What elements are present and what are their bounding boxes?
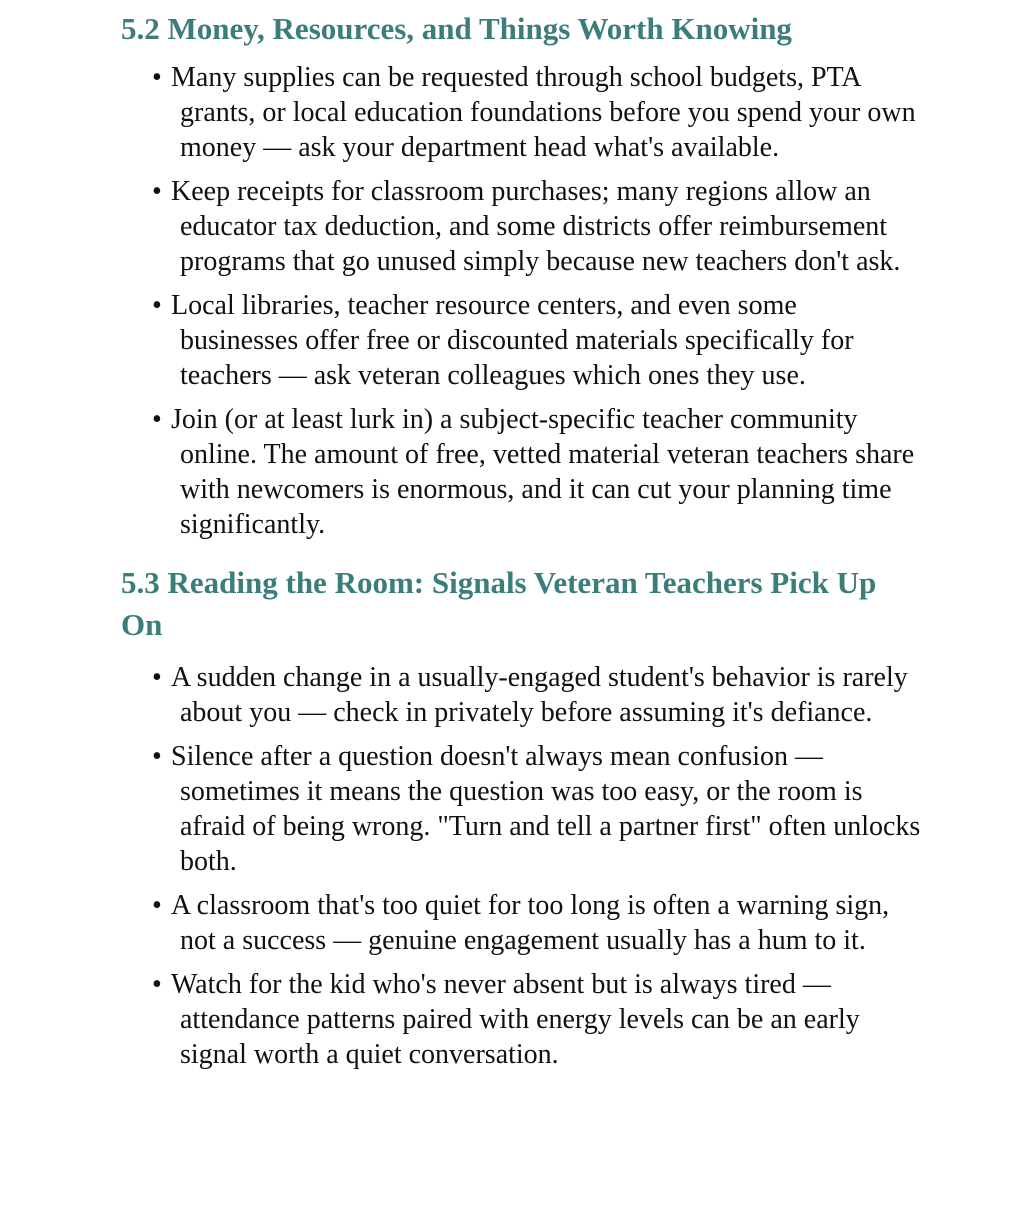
bullet-icon: • <box>152 969 162 1000</box>
list-item <box>121 60 921 165</box>
section-heading-5-2: 5.2 Money, Resources, and Things Worth Knowing <box>121 11 792 46</box>
bullet-icon: • <box>152 741 162 772</box>
list-item <box>121 174 921 279</box>
document-page <box>121 0 921 1081</box>
list-item <box>121 888 921 958</box>
bullet-text: Local libraries, teacher resource centers, and even some businesses offer free or discounted materials specifically for teachers — ask veteran colleagues which ones they use. <box>171 290 854 391</box>
bullet-icon: • <box>152 890 162 921</box>
bullet-icon: • <box>152 404 162 435</box>
list-item <box>121 967 921 1072</box>
list-item <box>121 739 921 879</box>
list-item <box>121 402 921 542</box>
bullet-icon: • <box>152 662 162 693</box>
bullet-text: A classroom that's too quiet for too long is often a warning sign, not a success — genuine engagement usually has a hum to it. <box>171 890 890 956</box>
list-item <box>121 660 921 730</box>
list-item <box>121 288 921 393</box>
bullet-icon: • <box>152 290 162 321</box>
bullet-text: Keep receipts for classroom purchases; many regions allow an educator tax deduction, and some districts offer reimbursement programs that go unused simply because new teachers don't ask. <box>171 176 901 277</box>
section-heading-5-3: 5.3 Reading the Room: Signals Veteran Teachers Pick Up On <box>121 565 877 642</box>
bullet-text: Join (or at least lurk in) a subject-specific teacher community online. The amount of free, vetted material veteran teachers share with newcomers is enormous, and it can cut your planning time significantly. <box>171 404 915 540</box>
bullet-list-5-2 <box>121 60 921 542</box>
bullet-list-5-3 <box>121 660 921 1072</box>
bullet-text: Watch for the kid who's never absent but is always tired — attendance patterns paired with energy levels can be an early signal worth a quiet conversation. <box>171 969 860 1070</box>
bullet-icon: • <box>152 62 162 93</box>
bullet-text: A sudden change in a usually-engaged student's behavior is rarely about you — check in privately before assuming it's defiance. <box>171 662 908 728</box>
bullet-icon: • <box>152 176 162 207</box>
bullet-text: Many supplies can be requested through school budgets, PTA grants, or local education foundations before you spend your own money — ask your department head what's available. <box>171 62 916 163</box>
bullet-text: Silence after a question doesn't always mean confusion — sometimes it means the question was too easy, or the room is afraid of being wrong. "Turn and tell a partner first" often unlocks both. <box>171 741 921 877</box>
